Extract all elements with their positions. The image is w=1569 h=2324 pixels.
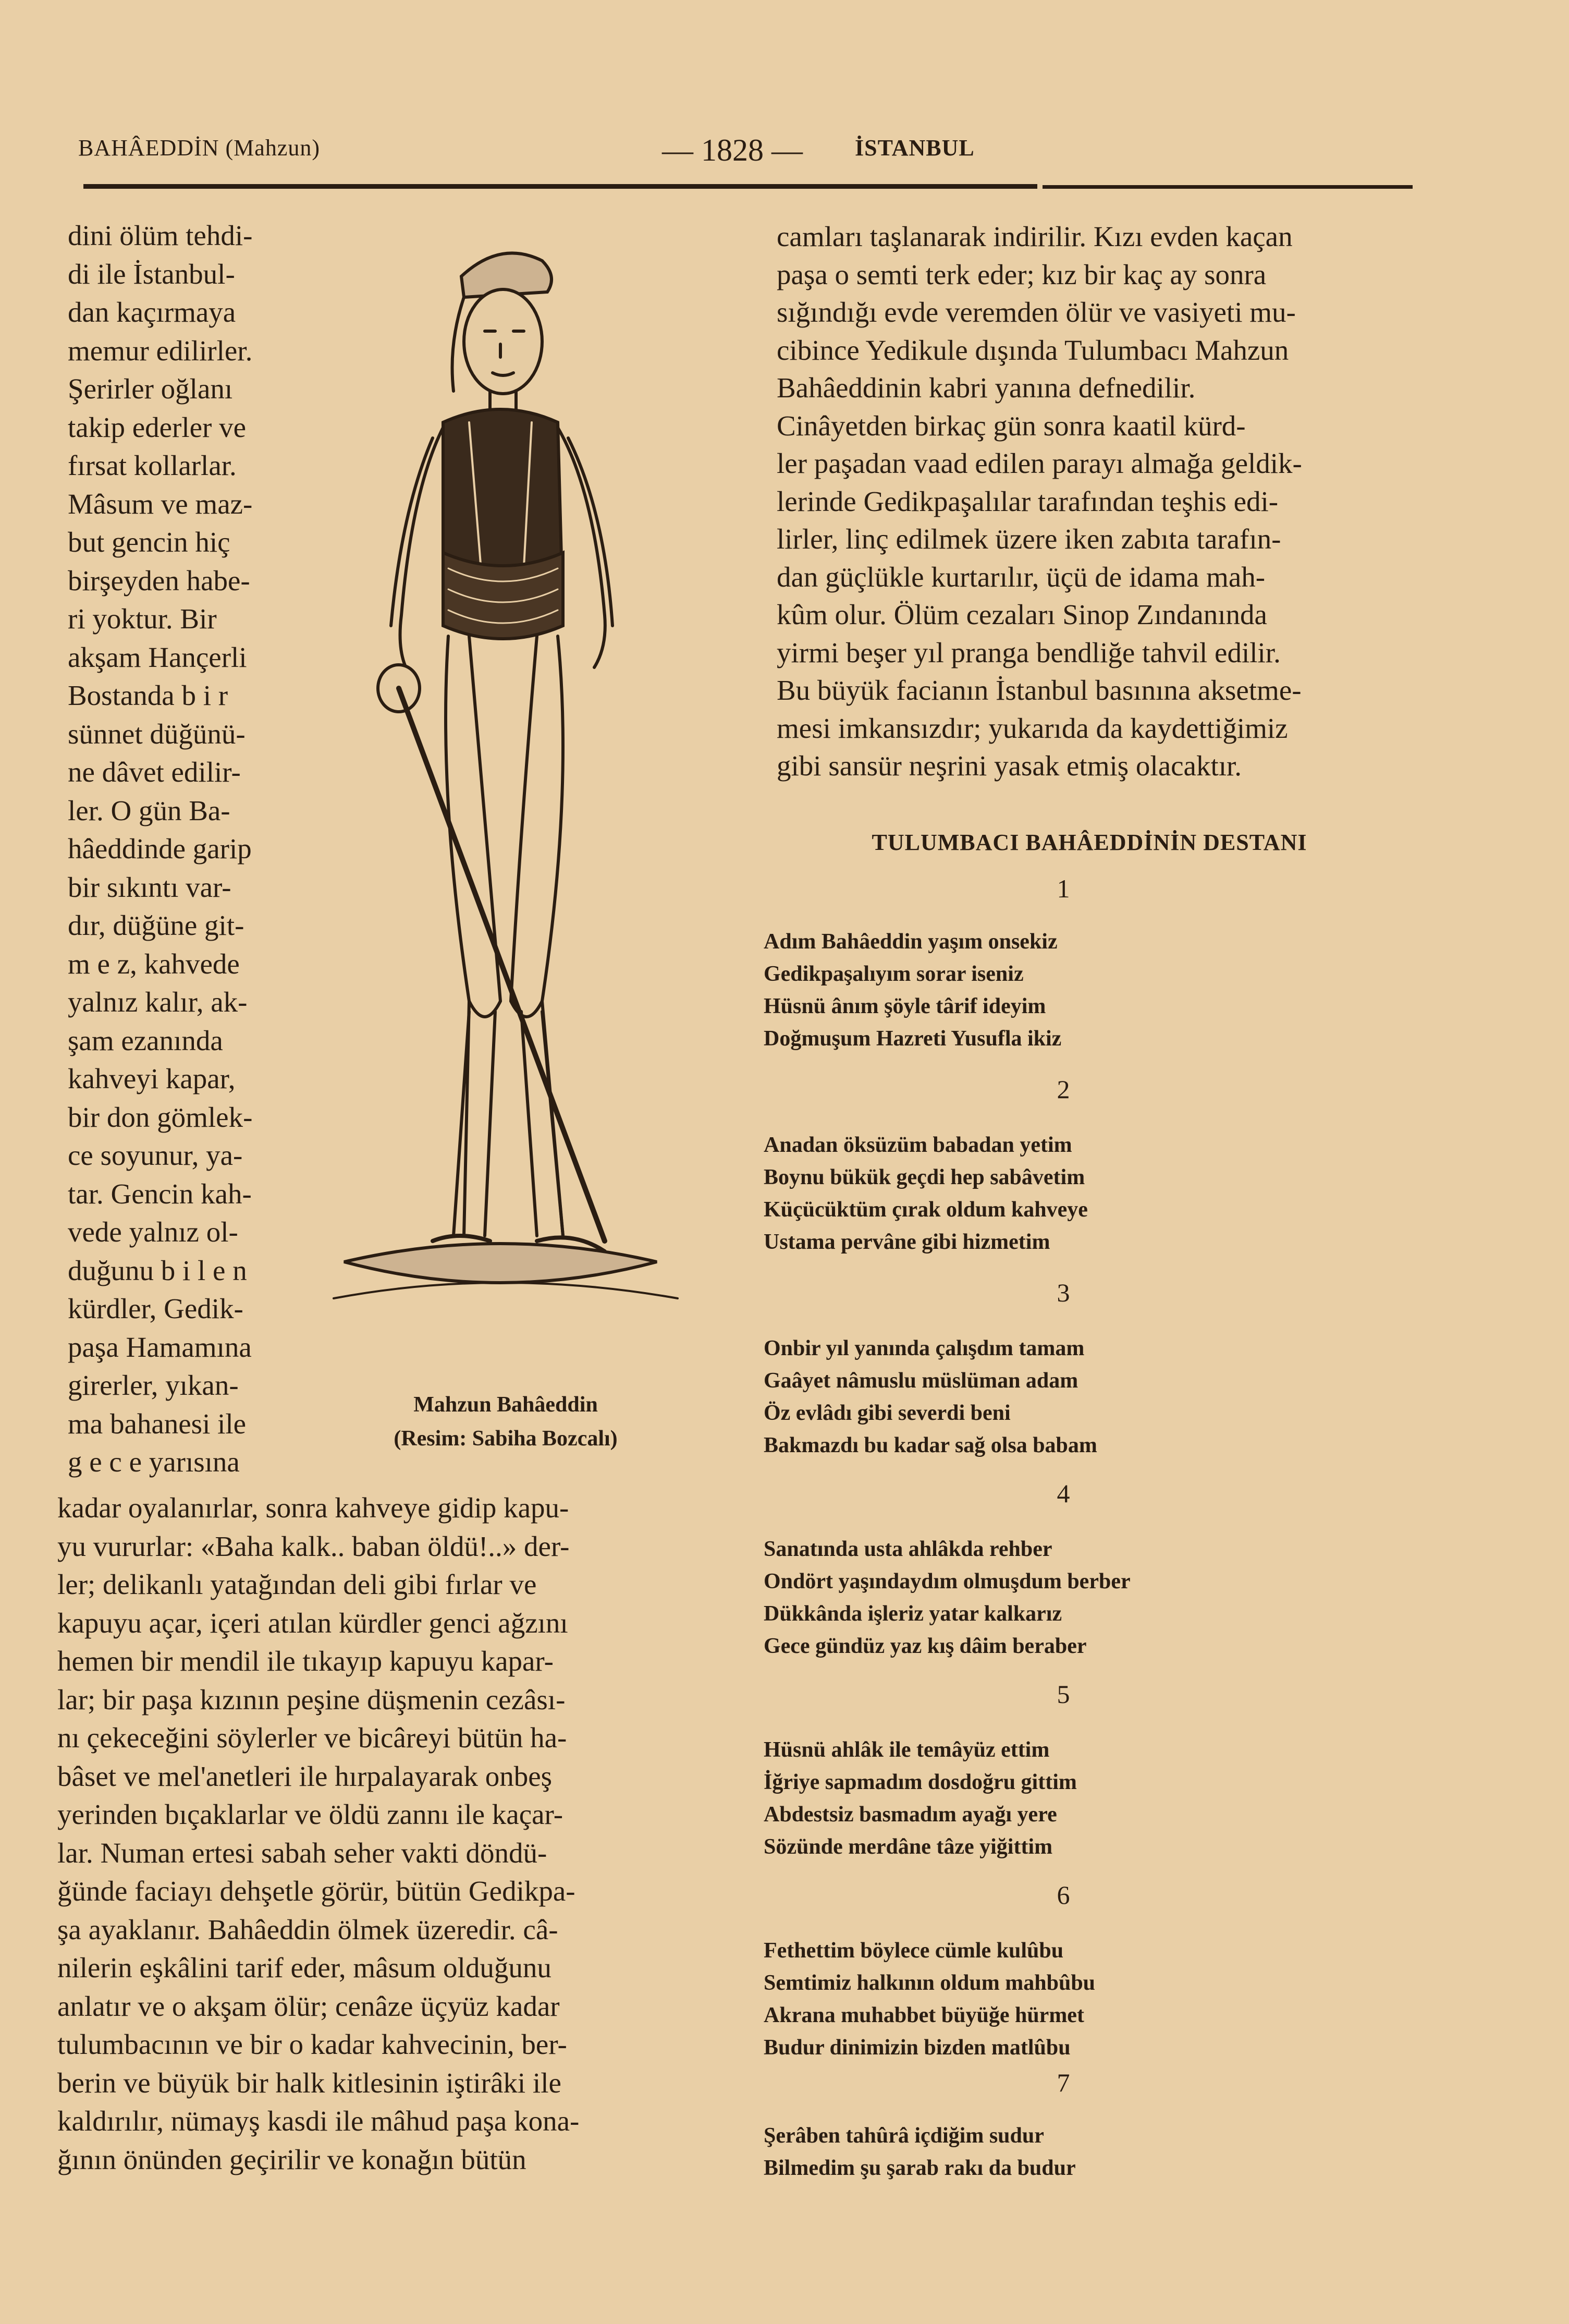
text-line: dan güçlükle kurtarılır, üçü de idama mah- — [777, 561, 1266, 593]
header-rule-left — [83, 184, 1037, 189]
text-line: ri yoktur. Bir — [68, 603, 217, 635]
text-line: ğının önünden geçirilir ve konağın bütün — [57, 2143, 526, 2175]
text-line: hâeddinde garip — [68, 833, 252, 865]
text-line: takip ederler ve — [68, 411, 247, 443]
text-line: sünnet düğünü- — [68, 717, 246, 750]
text-line: şam ezanında — [68, 1024, 223, 1056]
text-line: ğünde faciayı dehşetle görür, bütün Gedikpa- — [57, 1875, 575, 1907]
text-line: kadar oyalanırlar, sonra kahveye gidip kapu- — [57, 1492, 569, 1524]
text-line: lirler, linç edilmek üzere iken zabıta tarafın- — [777, 523, 1281, 555]
text-line: ler. O gün Ba- — [68, 794, 230, 826]
text-line: sığındığı evde veremden ölür ve vasiyeti mu- — [777, 296, 1296, 328]
stanza — [764, 926, 1420, 1055]
figure-caption-credit: (Resim: Sabiha Bozcalı) — [394, 1427, 618, 1451]
text-line: mesi imkansızdır; yukarıda da kaydettiğimiz — [777, 712, 1288, 744]
text-line: hemen bir mendil ile tıkayıp kapuyu kapar- — [57, 1645, 554, 1677]
text-line: kûm olur. Ölüm cezaları Sinop Zındanında — [777, 599, 1267, 630]
text-line: bâset ve mel'anetleri ile hırpalayarak onbeş — [57, 1760, 553, 1792]
stanza — [764, 1533, 1420, 1662]
figure-caption-name: Mahzun Bahâeddin — [413, 1393, 598, 1417]
text-line: akşam Hançerli — [68, 641, 247, 673]
stanza-number: 4 — [1057, 1479, 1070, 1508]
verse-line: Hüsnü ânım şöyle târif ideyim — [764, 994, 1046, 1018]
text-line: nı çekeceğini söylerler ve bicâreyi bütün ha- — [57, 1722, 567, 1754]
text-line: memur edilirler. — [68, 334, 253, 367]
stanza — [764, 2120, 1420, 2184]
portrait-illustration — [313, 219, 688, 1377]
fireman-figure-drawing — [313, 219, 688, 1377]
stanza — [764, 1934, 1420, 2064]
verse-line: Ustama pervâne gibi hizmetim — [764, 1230, 1050, 1254]
text-line: gibi sansür neşrini yasak etmiş olacaktır. — [777, 750, 1242, 782]
text-line: fırsat kollarlar. — [68, 449, 237, 481]
text-line: bir sıkıntı var- — [68, 871, 231, 903]
stanza — [764, 1734, 1420, 1863]
verse-line: Sözünde merdâne tâze yiğittim — [764, 1835, 1053, 1859]
verse-line: Budur dinimizin bizden matlûbu — [764, 2036, 1071, 2060]
verse-line: Gaâyet nâmuslu müslüman adam — [764, 1369, 1078, 1393]
text-line: yalnız kalır, ak- — [68, 986, 248, 1018]
verse-line: Öz evlâdı gibi severdi beni — [764, 1401, 1011, 1425]
text-line: Şerirler oğlanı — [68, 373, 233, 405]
running-header — [78, 135, 1407, 171]
verse-line: Doğmuşum Hazreti Yusufla ikiz — [764, 1027, 1062, 1051]
verse-line: Gece gündüz yaz kış dâim beraber — [764, 1634, 1087, 1658]
stanza-number: 7 — [1057, 2068, 1070, 2097]
verse-line: Semtimiz halkının oldum mahbûbu — [764, 1971, 1096, 1995]
header-rule-right — [1043, 185, 1413, 189]
verse-line: Anadan öksüzüm babadan yetim — [764, 1133, 1072, 1157]
stanza — [764, 1129, 1420, 1258]
verse-line: Onbir yıl yanında çalışdım tamam — [764, 1336, 1085, 1360]
left-column-narrow-text — [68, 216, 302, 1481]
text-line: ler paşadan vaad edilen parayı almağa geldik- — [777, 447, 1302, 479]
stanza-number: 1 — [1057, 874, 1070, 903]
text-line: camları taşlanarak indirilir. Kızı evden kaçan — [777, 221, 1293, 252]
text-line: kürdler, Gedik- — [68, 1293, 243, 1324]
text-line: Mâsum ve maz- — [68, 488, 253, 520]
text-line: Bostanda b i r — [68, 679, 228, 711]
verse-line: Bilmedim şu şarab rakı da budur — [764, 2156, 1076, 2180]
stanza — [764, 1332, 1420, 1462]
text-line: tulumbacının ve bir o kadar kahvecinin, ber- — [57, 2028, 567, 2060]
text-line: bir don gömlek- — [68, 1101, 253, 1133]
text-line: Cinâyetden birkaç gün sonra kaatil kürd- — [777, 409, 1246, 442]
text-line: yu vururlar: «Baha kalk.. baban öldü!..» der- — [57, 1530, 570, 1562]
verse-line: Sanatında usta ahlâkda rehber — [764, 1537, 1052, 1561]
text-line: girerler, yıkan- — [68, 1369, 239, 1401]
right-column-text — [777, 218, 1418, 785]
left-column-wide-text — [57, 1489, 688, 2179]
verse-line: Fethettim böylece cümle kulûbu — [764, 1939, 1064, 1963]
text-line: duğunu b i l e n — [68, 1254, 247, 1286]
text-line: Bu büyük facianın İstanbul basınına aksetme- — [777, 674, 1302, 706]
text-line: g e c e yarısına — [68, 1446, 240, 1478]
verse-line: Bakmazdı bu kadar sağ olsa babam — [764, 1433, 1097, 1457]
text-line: kahveyi kapar, — [68, 1063, 236, 1094]
stanza-number: 6 — [1057, 1880, 1070, 1909]
verse-line: Adım Bahâeddin yaşım onsekiz — [764, 930, 1058, 954]
text-line: lerinde Gedikpaşalılar tarafından teşhis edi- — [777, 485, 1279, 517]
text-line: yirmi beşer yıl pranga bendliğe tahvil edilir. — [777, 636, 1281, 668]
text-line: lar. Numan ertesi sabah seher vakti döndü- — [57, 1836, 547, 1869]
text-line: kapuyu açar, içeri atılan kürdler genci ağzını — [57, 1607, 568, 1639]
header-author: BAHÂEDDİN (Mahzun) — [78, 135, 321, 161]
verse-line: Dükkânda işleriz yatar kalkarız — [764, 1602, 1062, 1626]
text-line: tar. Gencin kah- — [68, 1177, 252, 1210]
text-line: ma bahanesi ile — [68, 1407, 247, 1440]
text-line: nilerin eşkâlini tarif eder, mâsum olduğunu — [57, 1952, 551, 1984]
text-line: cibince Yedikule dışında Tulumbacı Mahzun — [777, 334, 1289, 366]
verse-line: Ondört yaşındaydım olmuşdum berber — [764, 1569, 1131, 1593]
page-number: — 1828 — — [662, 133, 803, 167]
verse-line: İğriye sapmadım dosdoğru gittim — [764, 1770, 1077, 1794]
text-line: dır, düğüne git- — [68, 909, 244, 941]
text-line: kaldırılır, nümayş kasdi ile mâhud paşa kona- — [57, 2105, 580, 2137]
header-section: İSTANBUL — [855, 135, 975, 161]
stanza-number: 5 — [1057, 1680, 1070, 1709]
text-line: şa ayaklanır. Bahâeddin ölmek üzeredir. câ- — [57, 1913, 558, 1945]
stanza-number: 2 — [1057, 1075, 1070, 1104]
text-line: paşa Hamamına — [68, 1331, 252, 1363]
text-line: m e z, kahvede — [68, 947, 240, 980]
text-line: Bahâeddinin kabri yanına defnedilir. — [777, 372, 1196, 404]
text-line: vede yalnız ol- — [68, 1216, 238, 1248]
verse-line: Akrana muhabbet büyüğe hürmet — [764, 2003, 1084, 2027]
verse-line: Boynu bükük geçdi hep sabâvetim — [764, 1165, 1085, 1189]
destan-title: TULUMBACI BAHÂEDDİNİN DESTANI — [872, 830, 1307, 855]
text-line: but gencin hiç — [68, 526, 230, 558]
text-line: yerinden bıçaklarlar ve öldü zannı ile kaçar- — [57, 1798, 563, 1830]
text-line: anlatır ve o akşam ölür; cenâze üçyüz kadar — [57, 1990, 560, 2022]
text-line: ce soyunur, ya- — [68, 1139, 243, 1171]
text-line: ne dâvet edilir- — [68, 756, 241, 788]
text-line: di ile İstanbul- — [68, 258, 235, 290]
text-line: ler; delikanlı yatağından deli gibi fırlar ve — [57, 1568, 537, 1600]
text-line: birşeyden habe- — [68, 564, 250, 597]
verse-line: Hüsnü ahlâk ile temâyüz ettim — [764, 1738, 1050, 1762]
text-line: berin ve büyük bir halk kitlesinin iştirâki ile — [57, 2066, 561, 2099]
text-line: dan kaçırmaya — [68, 296, 236, 328]
verse-line: Şerâben tahûrâ içdiğim sudur — [764, 2124, 1044, 2148]
verse-line: Gedikpaşalıyım sorar iseniz — [764, 962, 1024, 986]
text-line: lar; bir paşa kızının peşine düşmenin cezâsı- — [57, 1683, 566, 1715]
verse-line: Küçücüktüm çırak oldum kahveye — [764, 1198, 1088, 1222]
text-line: paşa o semti terk eder; kız bir kaç ay sonra — [777, 258, 1267, 290]
verse-line: Abdestsiz basmadım ayağı yere — [764, 1803, 1057, 1827]
stanza-number: 3 — [1057, 1278, 1070, 1307]
text-line: dini ölüm tehdi- — [68, 220, 253, 251]
